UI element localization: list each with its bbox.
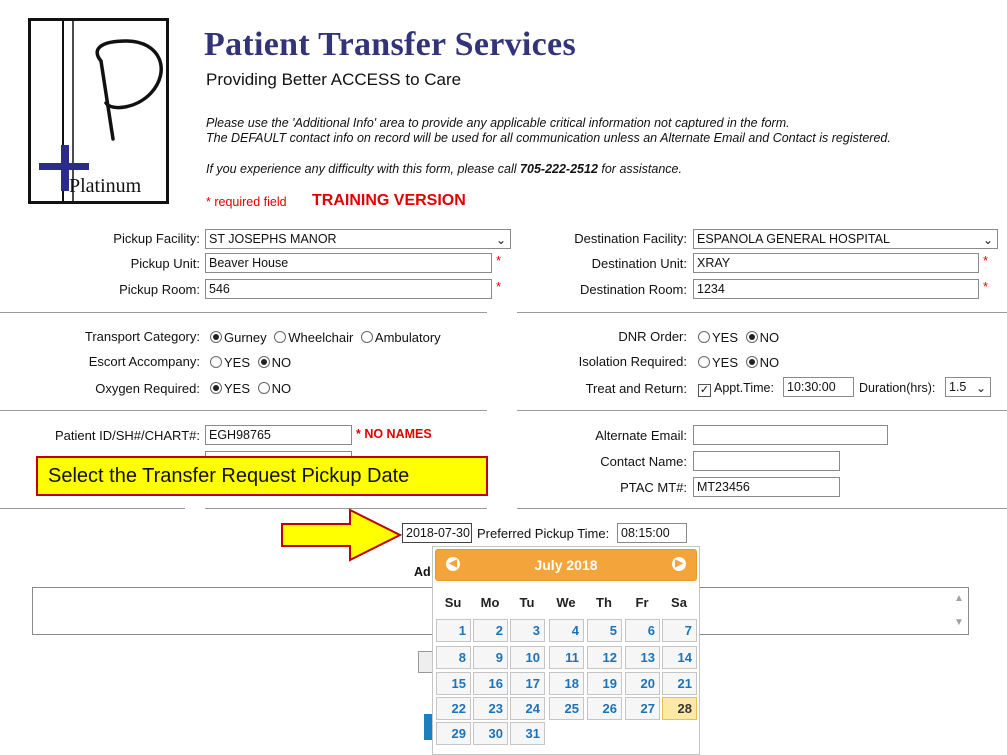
scroll-down-icon[interactable]: ▼ (954, 617, 964, 628)
dnr-options (698, 330, 779, 345)
assist-phone: 705-222-2512 (520, 162, 598, 176)
alternate-email-input[interactable] (693, 425, 888, 445)
gurney-radio[interactable] (210, 331, 222, 343)
calendar-month-title: July 2018 (534, 557, 598, 573)
pickup-date-input[interactable]: 2018-07-30 (402, 523, 472, 543)
oxygen-yes-radio[interactable] (210, 382, 222, 394)
calendar-day[interactable]: 23 (473, 697, 508, 720)
treat-return-group (698, 381, 774, 397)
weekday-header: Mo (480, 595, 500, 610)
chevron-down-icon: ⌄ (495, 233, 506, 247)
treat-return-checkbox[interactable]: ✓ (699, 384, 710, 396)
ptac-label: PTAC MT#: (620, 480, 687, 495)
pickup-room-label: Pickup Room: (119, 282, 200, 297)
isolation-label: Isolation Required: (578, 354, 687, 369)
destination-room-input[interactable]: 1234 (693, 279, 979, 299)
ambulatory-radio[interactable] (361, 331, 373, 343)
weekday-header: Fr (635, 595, 649, 610)
weekday-header: Sa (671, 595, 687, 610)
destination-facility-label: Destination Facility: (574, 231, 687, 246)
calendar-day[interactable]: 13 (625, 646, 660, 669)
oxygen-no-radio[interactable] (258, 382, 270, 394)
patient-id-label: Patient ID/SH#/CHART#: (55, 428, 200, 443)
platinum-logo (28, 18, 169, 204)
oxygen-options (210, 381, 291, 396)
ptac-input[interactable]: MT23456 (693, 477, 840, 497)
dnr-yes-radio[interactable] (698, 331, 710, 343)
chevron-down-icon: ⌄ (982, 233, 993, 247)
isolation-options (698, 355, 779, 370)
calendar-day[interactable]: 9 (473, 646, 508, 669)
calendar-day[interactable]: 27 (625, 697, 660, 720)
dnr-yes-label: YES (712, 330, 739, 345)
calendar-day[interactable]: 6 (625, 619, 660, 642)
calendar-day[interactable]: 19 (587, 672, 622, 695)
required-field-note: * required field (206, 195, 287, 209)
info-line-2: The DEFAULT contact info on record will be used for all communication unless an Alternate Email and Contact is registered. (206, 131, 891, 145)
oxygen-label: Oxygen Required: (95, 381, 200, 396)
section-divider (0, 410, 487, 411)
destination-facility-select[interactable] (693, 229, 998, 249)
escort-yes-label: YES (224, 355, 251, 370)
treat-return-label: Treat and Return: (585, 381, 687, 396)
calendar-day[interactable]: 11 (549, 646, 584, 669)
section-divider (517, 410, 1007, 411)
isolation-no-radio[interactable] (746, 356, 758, 368)
calendar-day[interactable]: 2 (473, 619, 508, 642)
dnr-no-label: NO (759, 330, 780, 345)
assist-suffix: for assistance. (597, 162, 682, 176)
calendar-day[interactable]: 26 (587, 697, 622, 720)
info-line-1: Please use the 'Additional Info' area to provide any applicable critical information not captured in the form. (206, 116, 790, 130)
scroll-up-icon[interactable]: ▲ (954, 593, 964, 604)
gurney-label: Gurney (224, 330, 267, 345)
calendar-day[interactable]: 3 (510, 619, 545, 642)
logo-p-mark-icon (31, 21, 166, 201)
required-star: * (983, 253, 989, 268)
patient-id-input[interactable]: EGH98765 (205, 425, 352, 445)
next-month-icon[interactable]: ▶ (672, 557, 686, 571)
calendar-header (435, 549, 697, 581)
oxygen-no-label: NO (271, 381, 292, 396)
pickup-room-input[interactable]: 546 (205, 279, 492, 299)
calendar-day[interactable]: 1 (436, 619, 471, 642)
escort-options (210, 355, 291, 370)
destination-unit-label: Destination Unit: (591, 256, 687, 271)
destination-room-label: Destination Room: (580, 282, 687, 297)
destination-facility-value: ESPANOLA GENERAL HOSPITAL (697, 232, 890, 246)
preferred-time-label: Preferred Pickup Time: (477, 526, 610, 541)
isolation-no-label: NO (759, 355, 780, 370)
calendar-day[interactable]: 31 (510, 722, 545, 745)
calendar-day[interactable]: 29 (436, 722, 471, 745)
calendar-day[interactable]: 7 (662, 619, 697, 642)
training-version-label: TRAINING VERSION (312, 192, 466, 209)
pickup-unit-input[interactable]: Beaver House (205, 253, 492, 273)
instruction-callout: Select the Transfer Request Pickup Date (36, 456, 488, 496)
section-divider (517, 508, 1007, 509)
calendar-day[interactable]: 15 (436, 672, 471, 695)
preferred-time-input[interactable]: 08:15:00 (617, 523, 687, 543)
assist-prefix: If you experience any difficulty with this form, please call (206, 162, 521, 176)
pickup-facility-select[interactable] (205, 229, 511, 249)
escort-yes-radio[interactable] (210, 356, 222, 368)
isolation-yes-radio[interactable] (698, 356, 710, 368)
alternate-email-label: Alternate Email: (595, 428, 687, 443)
dnr-no-radio[interactable] (746, 331, 758, 343)
logo-text: Platinum (69, 175, 142, 197)
prev-month-icon[interactable]: ◀ (446, 557, 460, 571)
escort-label: Escort Accompany: (88, 354, 200, 369)
assist-line (206, 162, 682, 176)
weekday-header: We (556, 595, 576, 610)
calendar-day[interactable]: 20 (625, 672, 660, 695)
section-divider (517, 312, 1007, 313)
calendar-day[interactable]: 16 (473, 672, 508, 695)
section-divider (0, 312, 487, 313)
dnr-label: DNR Order: (618, 329, 687, 344)
pickup-unit-label: Pickup Unit: (130, 256, 200, 271)
calendar-day[interactable]: 14 (662, 646, 697, 669)
isolation-yes-label: YES (712, 355, 739, 370)
oxygen-yes-label: YES (224, 381, 251, 396)
weekday-header: Su (444, 595, 462, 610)
page-subtitle: Providing Better ACCESS to Care (206, 70, 462, 89)
calendar-day[interactable]: 12 (587, 646, 622, 669)
arrow-pointer-icon (280, 508, 404, 562)
appt-time-label: Appt.Time: (714, 381, 774, 395)
pickup-facility-label: Pickup Facility: (113, 231, 200, 246)
calendar-day[interactable]: 18 (549, 672, 584, 695)
pickup-facility-value: ST JOSEPHS MANOR (209, 232, 337, 246)
wheelchair-label: Wheelchair (288, 330, 354, 345)
required-star: * (983, 279, 989, 294)
destination-unit-input[interactable]: XRAY (693, 253, 979, 273)
calendar-day[interactable]: 24 (510, 697, 545, 720)
calendar-day[interactable]: 10 (510, 646, 545, 669)
required-star: * (496, 279, 502, 294)
section-divider (0, 508, 185, 509)
calendar-day[interactable]: 22 (436, 697, 471, 720)
required-star: * (496, 253, 502, 268)
date-picker-calendar (432, 546, 700, 755)
additional-info-label: Ad (414, 565, 431, 579)
calendar-day-today[interactable]: 28 (662, 697, 697, 720)
calendar-day[interactable]: 17 (510, 672, 545, 695)
calendar-day[interactable]: 21 (662, 672, 697, 695)
duration-value: 1.5 (949, 380, 967, 394)
appt-time-input[interactable]: 10:30:00 (783, 377, 854, 397)
transport-category-options (210, 330, 441, 345)
escort-no-radio[interactable] (258, 356, 270, 368)
escort-no-label: NO (271, 355, 292, 370)
contact-name-input[interactable] (693, 451, 840, 471)
chevron-down-icon: ⌄ (975, 381, 986, 395)
calendar-day[interactable]: 30 (473, 722, 508, 745)
transport-category-label: Transport Category: (84, 329, 200, 344)
calendar-day[interactable]: 8 (436, 646, 471, 669)
wheelchair-radio[interactable] (274, 331, 286, 343)
duration-label: Duration(hrs): (859, 381, 936, 395)
page-title: Patient Transfer Services (204, 26, 576, 63)
weekday-header: Tu (519, 595, 535, 610)
calendar-day[interactable]: 4 (549, 619, 584, 642)
weekday-header: Th (596, 595, 612, 610)
calendar-day[interactable]: 25 (549, 697, 584, 720)
no-names-warning: * NO NAMES (356, 427, 432, 441)
duration-select[interactable] (945, 377, 991, 397)
contact-name-label: Contact Name: (600, 454, 687, 469)
calendar-day[interactable]: 5 (587, 619, 622, 642)
ambulatory-label: Ambulatory (374, 330, 441, 345)
